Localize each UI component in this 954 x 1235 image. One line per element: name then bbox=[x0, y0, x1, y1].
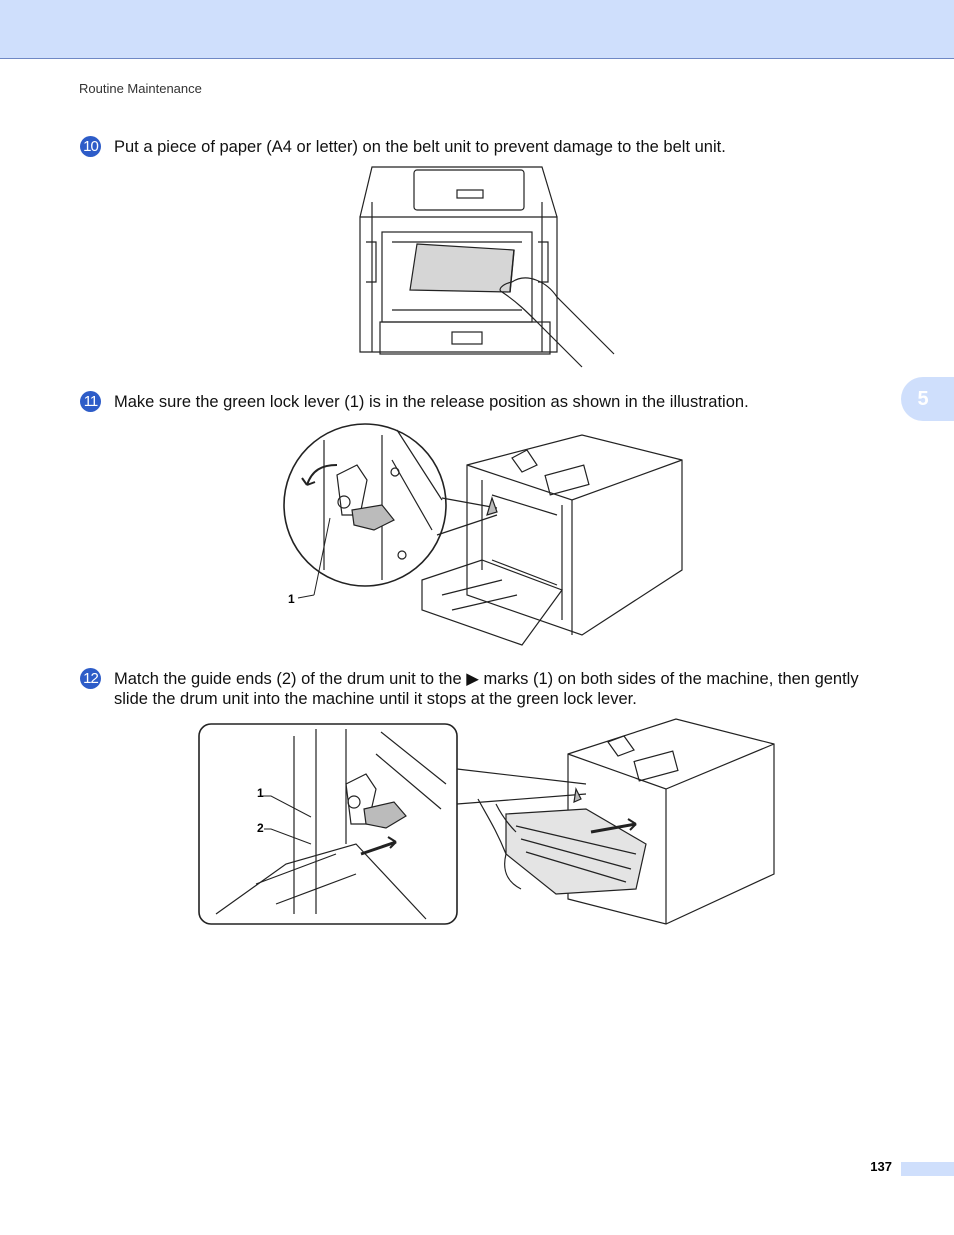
step-text: Make sure the green lock lever (1) is in the release position as shown in the illustration. bbox=[114, 393, 749, 411]
step-text-line-1: Match the guide ends (2) of the drum unit to the ▶ marks (1) on both sides of the machine, then gently bbox=[114, 670, 859, 688]
drum-unit-insert-illustration bbox=[196, 714, 781, 929]
chapter-tab bbox=[901, 377, 954, 421]
page-number: 137 bbox=[870, 1159, 892, 1174]
belt-unit-paper-illustration bbox=[352, 162, 622, 377]
chapter-number: 5 bbox=[917, 388, 929, 410]
page-number-bar bbox=[901, 1162, 954, 1176]
header-band bbox=[0, 0, 954, 59]
running-head: Routine Maintenance bbox=[79, 81, 202, 96]
step-number-badge: 12 bbox=[80, 668, 101, 689]
callout-2: 2 bbox=[257, 821, 264, 835]
step-number-badge: 10 bbox=[80, 136, 101, 157]
callout-1: 1 bbox=[257, 786, 264, 800]
step-text-line-2: slide the drum unit into the machine until it stops at the green lock lever. bbox=[114, 690, 637, 708]
callout-1: 1 bbox=[288, 592, 295, 606]
lock-lever-illustration bbox=[282, 420, 692, 660]
step-number-badge: 11 bbox=[80, 391, 101, 412]
step-text: Put a piece of paper (A4 or letter) on the belt unit to prevent damage to the belt unit. bbox=[114, 138, 726, 156]
